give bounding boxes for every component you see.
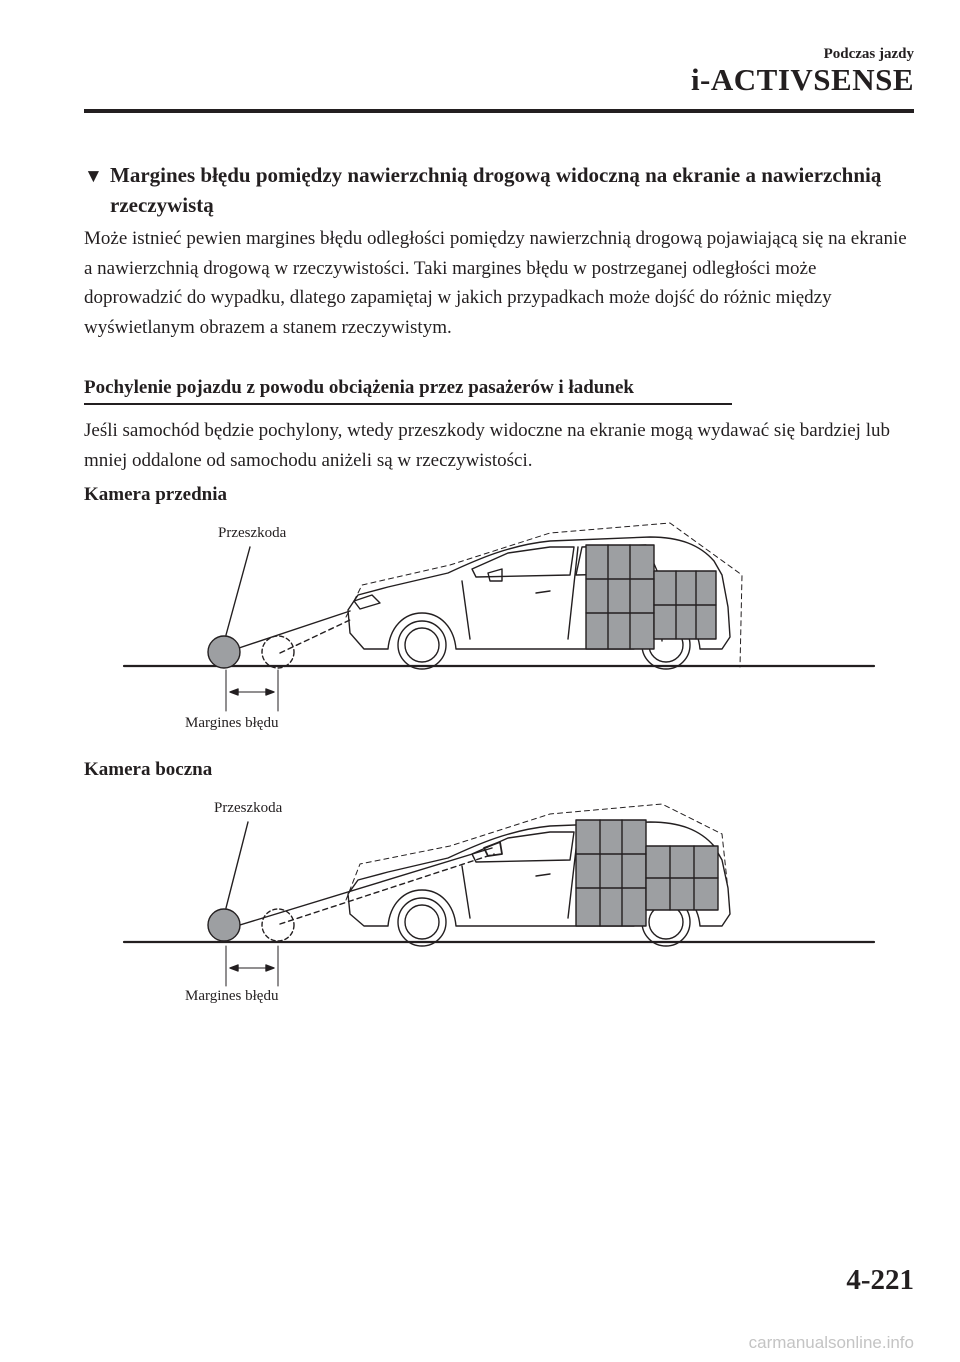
subsection-heading: Pochylenie pojazdu z powodu obciążenia przez pasażerów i ładunek bbox=[84, 377, 634, 398]
margin-label: Margines błędu bbox=[185, 988, 279, 1004]
front-camera-illustration bbox=[110, 515, 890, 740]
figure-2-caption: Kamera boczna bbox=[84, 759, 213, 780]
obstacle-label: Przeszkoda bbox=[214, 800, 283, 816]
side-camera-illustration bbox=[110, 790, 890, 1015]
subsection-heading-underline bbox=[84, 403, 732, 405]
figure-side-camera bbox=[110, 790, 890, 1015]
intro-paragraph: Może istnieć pewien margines błędu odległości pomiędzy nawierzchnią drogową pojawiającą się na ekranie a nawierzchnią drogową w rzeczywistości. Taki margines błędu w postrzeganej odległości może doprowadzić do wypadku, dlatego zapamiętaj w jakich przypadkach może dojść do różnic między wyświetlanym obrazem a stanem rzeczywistym. bbox=[84, 228, 907, 338]
subsection-paragraph: Jeśli samochód będzie pochylony, wtedy przeszkody widoczne na ekranie mogą wydawać się bardziej lub mniej oddalone od samochodu aniżeli są w rzeczywistości. bbox=[84, 420, 890, 471]
obstacle-label: Przeszkoda bbox=[218, 525, 287, 541]
header-rule bbox=[84, 109, 914, 113]
figure-1-caption: Kamera przednia bbox=[84, 484, 228, 505]
section-title bbox=[84, 160, 884, 220]
margin-label: Margines błędu bbox=[185, 715, 279, 731]
running-header-section: Podczas jazdy bbox=[823, 46, 914, 62]
running-header-chapter: i-ACTIVSENSE bbox=[690, 62, 914, 97]
page-number: 4-221 bbox=[846, 1264, 914, 1296]
triangle-marker-icon: ▼ bbox=[84, 166, 103, 187]
section-title-text: Margines błędu pomiędzy nawierzchnią drogową widoczną na ekranie a nawierzchnią rzeczywistą bbox=[110, 163, 882, 217]
watermark-text: carmanualsonline.info bbox=[748, 1333, 914, 1352]
figure-front-camera bbox=[110, 515, 890, 740]
